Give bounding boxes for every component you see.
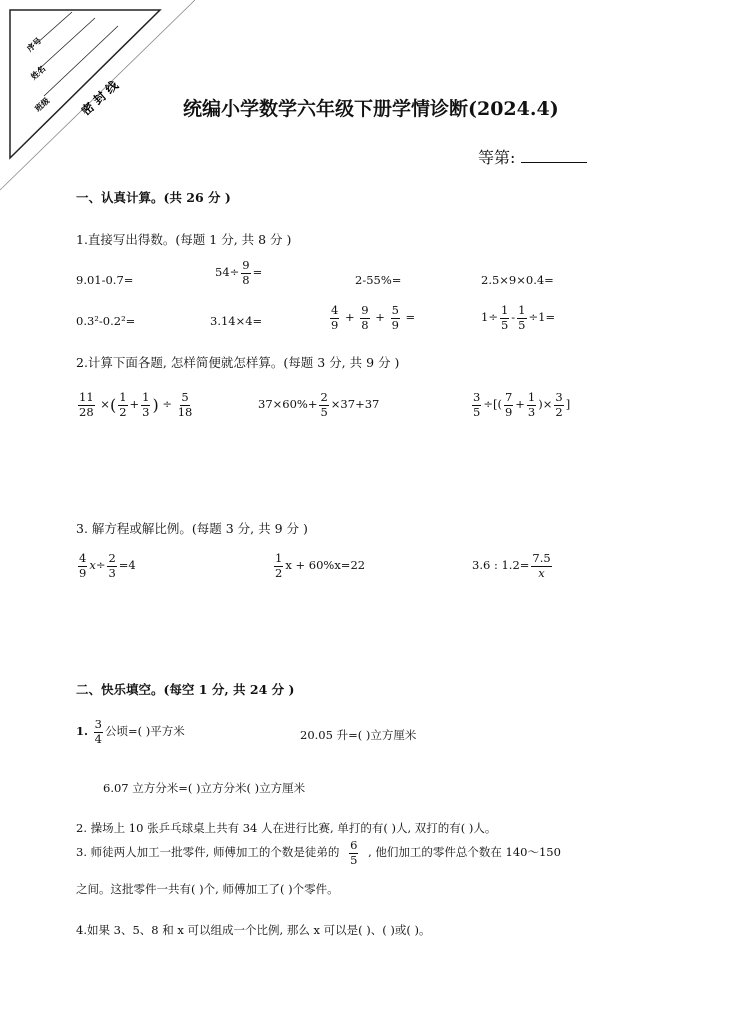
grade-blank[interactable] [521,148,587,163]
seal-text: 密 封 线 [78,78,121,119]
q2-item-c: $\frac{3}{5}$ ÷[( $\frac{7}{9}$ + $\frac{1}{3}$ )× $\frac{3}{2}$ ] [473,390,571,419]
q3-title: 3. 解方程或解比例。(每题 3 分, 共 9 分 ) [76,521,308,536]
section-1-title: 一、认真计算。(共 26 分 ) [76,190,231,205]
seal-label-seq: 序号 [25,36,44,54]
q1-item-h: 1÷ $\frac{1}{5}$ - $\frac{1}{5}$ ÷1= [481,303,556,332]
section-2-title: 二、快乐填空。(每空 1 分, 共 24 分 ) [76,682,295,697]
q1-item-a: 9.01-0.7= [76,273,134,287]
q2-item-b: 37×60%+ $\frac{2}{5}$ ×37+37 [258,390,380,419]
q3-item-a: $\frac{4}{9}$ x÷ $\frac{2}{3}$ =4 [79,551,136,580]
page-title: 统编小学数学六年级下册学情诊断(2024.4) [183,98,559,120]
q1-item-g: $\frac{4}{9}$ + $\frac{9}{8}$ + $\frac{5}{9}$ = [331,303,416,332]
seal-label-class: 班级 [33,96,52,114]
grade-label: 等第: [478,148,516,167]
s2-q2: 2. 操场上 10 张乒乓球桌上共有 34 人在进行比赛, 单打的有( )人, 双打的有( )人。 [76,821,497,835]
s2-q4: 4.如果 3、5、8 和 x 可以组成一个比例, 那么 x 可以是( )、( )或( )。 [76,923,431,937]
q2-item-a: $\frac{11}{28}$ ×( $\frac{1}{2}$ + $\frac{1}{3}$ ) ÷ $\frac{5}{18}$ [79,390,193,419]
s2-q3-line2: 之间。这批零件一共有( )个, 师傅加工了( )个零件。 [76,882,339,896]
q2-title: 2.计算下面各题, 怎样简便就怎样算。(每题 3 分, 共 9 分 ) [76,355,400,370]
seal-corner [0,0,200,200]
q3-item-c: 3.6 : 1.2= $\frac{7.5}{x}$ [472,551,551,580]
q1-title: 1.直接写出得数。(每题 1 分, 共 8 分 ) [76,232,292,247]
s2-q1-b: 20.05 升=( )立方厘米 [300,728,417,742]
q1-item-e: 0.3²-0.2²= [76,314,136,328]
q3-item-b: $\frac{1}{2}$ x + 60%x=22 [275,551,366,580]
s2-q1-line1: 1. $\frac{3}{4}$ 公顷=( )平方米 [76,717,185,746]
q1-item-c: 2-55%= [355,273,402,287]
q1-item-f: 3.14×4= [210,314,263,328]
s2-q3-line1: 3. 师徒两人加工一批零件, 师傅加工的个数是徒弟的 $\frac{6}{5}$ , 他们加工的零件总个数在 140～150 [76,838,561,867]
s2-q1-c: 6.07 立方分米=( )立方分米( )立方厘米 [103,781,306,795]
grade-field [478,145,587,168]
q1-item-d: 2.5×9×0.4= [481,273,554,287]
seal-label-name: 姓名 [29,64,48,82]
q1-item-b: 54÷ $\frac{9}{8}$ = [215,258,263,287]
